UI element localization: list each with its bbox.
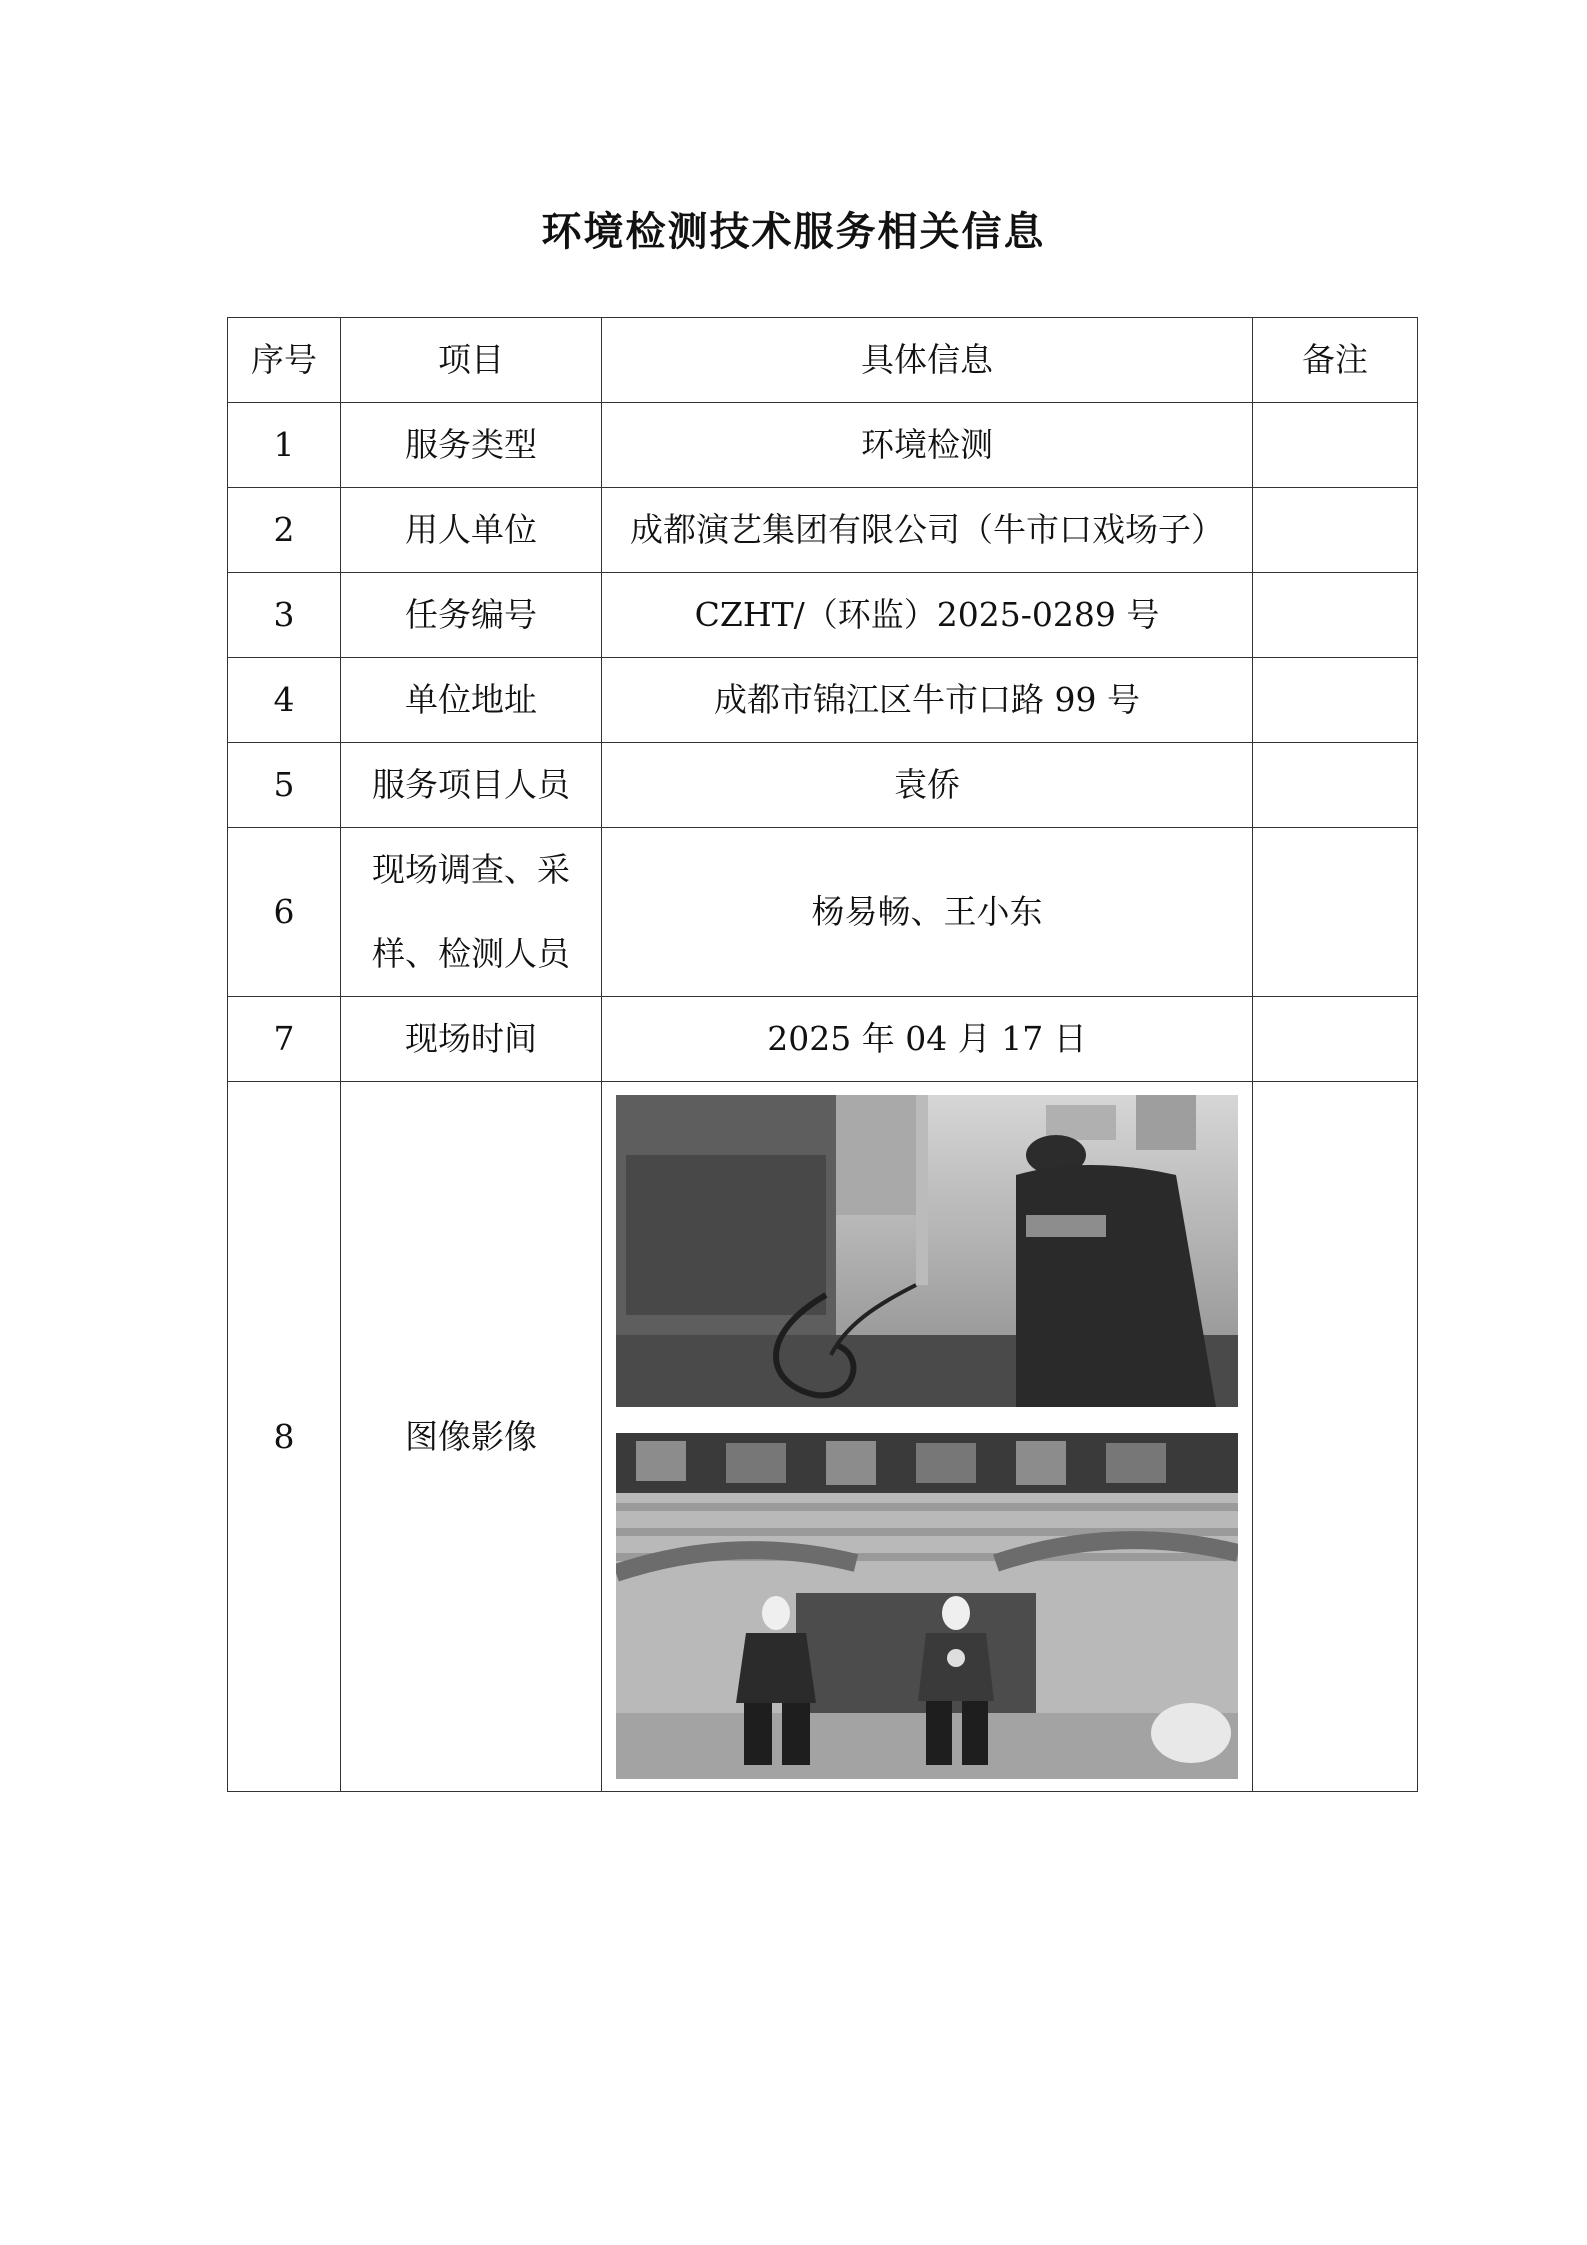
row-info: 袁侨 xyxy=(602,743,1253,828)
row-item: 服务项目人员 xyxy=(341,743,602,828)
table-row xyxy=(228,488,1418,573)
table-row xyxy=(228,997,1418,1082)
row-remark xyxy=(1253,488,1418,573)
page-title: 环境检测技术服务相关信息 xyxy=(541,208,1046,255)
row-info: 2025 年 04 月 17 日 xyxy=(602,997,1253,1082)
row-remark xyxy=(1253,573,1418,658)
row-item: 现场时间 xyxy=(341,997,602,1082)
row-remark xyxy=(1253,743,1418,828)
table-row xyxy=(228,403,1418,488)
row-remark xyxy=(1253,828,1418,997)
row-item: 用人单位 xyxy=(341,488,602,573)
row-index: 7 xyxy=(228,997,341,1082)
table-row xyxy=(228,573,1418,658)
row-item: 图像影像 xyxy=(341,1082,602,1792)
row-info: CZHT/（环监）2025-0289 号 xyxy=(602,573,1253,658)
row-remark xyxy=(1253,1082,1418,1792)
header-info: 具体信息 xyxy=(602,318,1253,403)
staff-photo-illustration xyxy=(616,1433,1238,1779)
row-index: 8 xyxy=(228,1082,341,1792)
row-item: 任务编号 xyxy=(341,573,602,658)
row-remark xyxy=(1253,997,1418,1082)
row-remark xyxy=(1253,403,1418,488)
table-row xyxy=(228,1082,1418,1792)
site-photo-staff xyxy=(616,1433,1238,1779)
row-info: 杨易畅、王小东 xyxy=(602,828,1253,997)
site-photo-sampling xyxy=(616,1095,1238,1407)
row-item: 现场调查、采样、检测人员 xyxy=(341,828,602,997)
row-info: 环境检测 xyxy=(602,403,1253,488)
table-row xyxy=(228,743,1418,828)
row-index: 1 xyxy=(228,403,341,488)
table-header-row xyxy=(228,318,1418,403)
table-row xyxy=(228,658,1418,743)
row-item: 服务类型 xyxy=(341,403,602,488)
row-index: 2 xyxy=(228,488,341,573)
row-index: 6 xyxy=(228,828,341,997)
table-row xyxy=(228,828,1418,997)
sampling-photo-illustration xyxy=(616,1095,1238,1407)
row-index: 4 xyxy=(228,658,341,743)
row-index: 3 xyxy=(228,573,341,658)
row-info: 成都市锦江区牛市口路 99 号 xyxy=(602,658,1253,743)
header-remark: 备注 xyxy=(1253,318,1418,403)
info-table xyxy=(227,317,1418,1792)
row-item: 单位地址 xyxy=(341,658,602,743)
row-remark xyxy=(1253,658,1418,743)
row-index: 5 xyxy=(228,743,341,828)
row-info: 成都演艺集团有限公司（牛市口戏场子） xyxy=(602,488,1253,573)
header-item: 项目 xyxy=(341,318,602,403)
row-info-images xyxy=(602,1082,1253,1792)
header-index: 序号 xyxy=(228,318,341,403)
